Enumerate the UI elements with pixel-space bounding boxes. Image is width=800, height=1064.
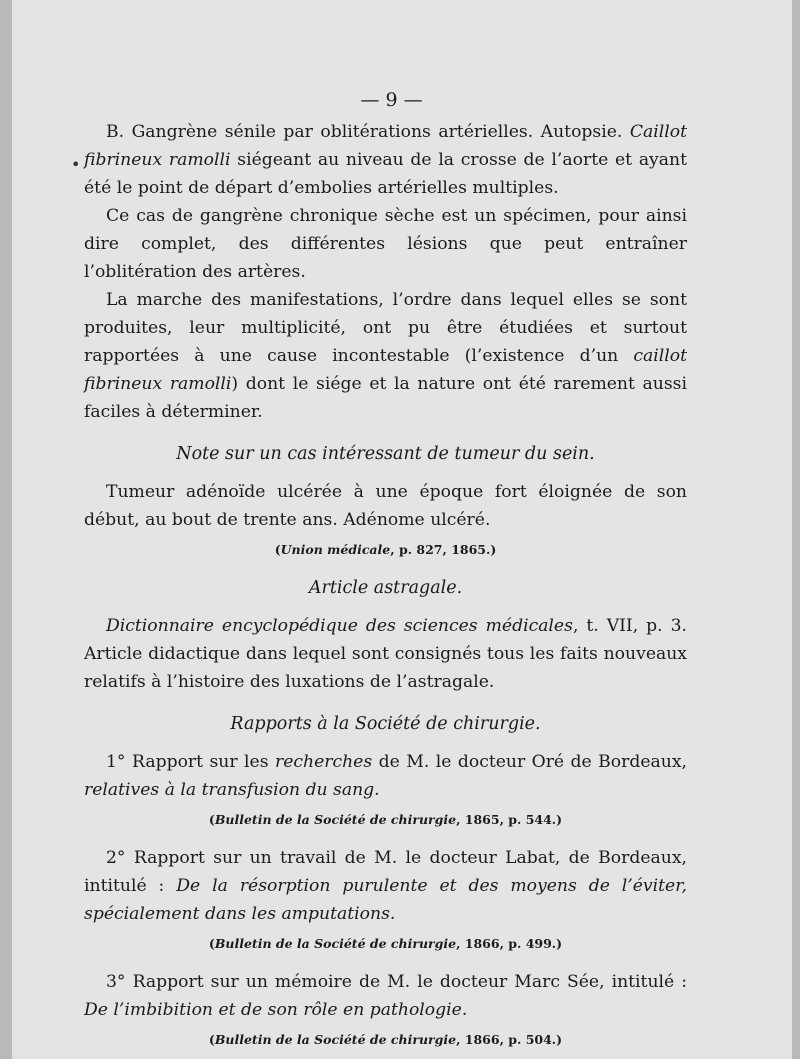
- r3-cite-rest: , 1866, p. 504.: [456, 1032, 557, 1047]
- rapport-2: [84, 844, 687, 928]
- r3-citation: (Bulletin de la Société de chirurgie, 1866, p. 504.): [208, 1032, 563, 1047]
- paragraph-3: [84, 286, 687, 426]
- r1-cite-journal: Bulletin de la Société de chirurgie: [214, 812, 457, 827]
- r3-cite-journal: Bulletin de la Société de chirurgie: [214, 1032, 457, 1047]
- margin-dot: •: [71, 155, 81, 174]
- note-cite-rest: , p. 827, 1865.: [390, 542, 491, 557]
- note-title: Note sur un cas intéressant de tumeur du sein.: [176, 444, 595, 464]
- b-italic: Caillot fibrineux ramolli: [84, 122, 687, 170]
- r2-citation: (Bulletin de la Société de chirurgie, 1866, p. 499.): [208, 936, 563, 951]
- r1-citation: (Bulletin de la Société de chirurgie, 1865, p. 544.): [208, 812, 563, 827]
- note-cite-journal: Union médicale: [280, 542, 391, 557]
- r2-text-a: Rapport sur un travail de M. le docteur Labat, de Bordeaux, intitulé :: [84, 848, 687, 896]
- r3-number: 3°: [106, 972, 126, 992]
- rapport-1: [84, 748, 687, 804]
- p3-text-b: ) dont le siége et la nature ont été rarement aussi faciles à déterminer.: [84, 374, 687, 422]
- r2-cite-rest: , 1866, p. 499.: [456, 936, 557, 951]
- r2-cite-journal: Bulletin de la Société de chirurgie: [214, 936, 457, 951]
- r3-text-a: Rapport sur un mémoire de M. le docteur Marc Sée, intitulé :: [132, 972, 687, 992]
- r2-italic: De la résorption purulente et des moyens de l’éviter, spécialement dans les amputations.: [84, 876, 688, 924]
- r1-italic-2: relatives à la transfusion du sang.: [84, 780, 380, 800]
- p3-text-a: La marche des manifestations, l’ordre dans lequel elles se sont produites, leur multiplicité, ont pu être étudiées et surtout rapportées à une cause incontestable (l’existence d’un: [84, 290, 687, 366]
- note-citation: (Union médicale, p. 827, 1865.): [274, 542, 497, 557]
- b-text-2: siégeant au niveau de la crosse de l’aorte et ayant été le point de départ d’embolies artérielles multiples.: [84, 150, 687, 198]
- document-body: [84, 86, 687, 1064]
- note-text: Tumeur adénoïde ulcérée à une époque fort éloignée de son début, au bout de trente ans. Adénome ulcéré.: [84, 482, 687, 530]
- article-title: Article astragale.: [308, 578, 463, 598]
- dict-rest: , t. VII, p. 3.: [572, 616, 687, 636]
- r1-number: 1°: [106, 752, 126, 772]
- r1-text-b: de M. le docteur Oré de Bordeaux,: [378, 752, 688, 772]
- dict-text: Article didactique dans lequel sont consignés tous les faits nouveaux relatifs à l’histoire des luxations de l’astragale.: [84, 644, 687, 692]
- p3-italic: caillot fibrineux ramolli: [84, 346, 687, 394]
- dictionary-line: [84, 612, 687, 696]
- page-number: — 9 —: [360, 89, 423, 111]
- paragraph-2: Ce cas de gangrène chronique sèche est un spécimen, pour ainsi dire complet, des différentes lésions que peut entraîner l’oblitération des artères.: [84, 206, 687, 282]
- rapport-3: [84, 968, 687, 1024]
- r1-text-a: Rapport sur les: [131, 752, 269, 772]
- paragraph-b: [84, 118, 687, 202]
- r2-number: 2°: [106, 848, 126, 868]
- b-text-1: Gangrène sénile par oblitérations artérielles. Autopsie.: [131, 122, 623, 142]
- dict-italic: Dictionnaire encyclopédique des sciences médicales: [106, 616, 573, 636]
- rapports-title: Rapports à la Société de chirurgie.: [230, 714, 541, 734]
- b-label: B.: [106, 122, 125, 142]
- r1-cite-rest: , 1865, p. 544.: [456, 812, 557, 827]
- r1-italic-1: recherches: [274, 752, 373, 772]
- r3-italic: De l’imbibition et de son rôle en pathologie.: [84, 1000, 468, 1020]
